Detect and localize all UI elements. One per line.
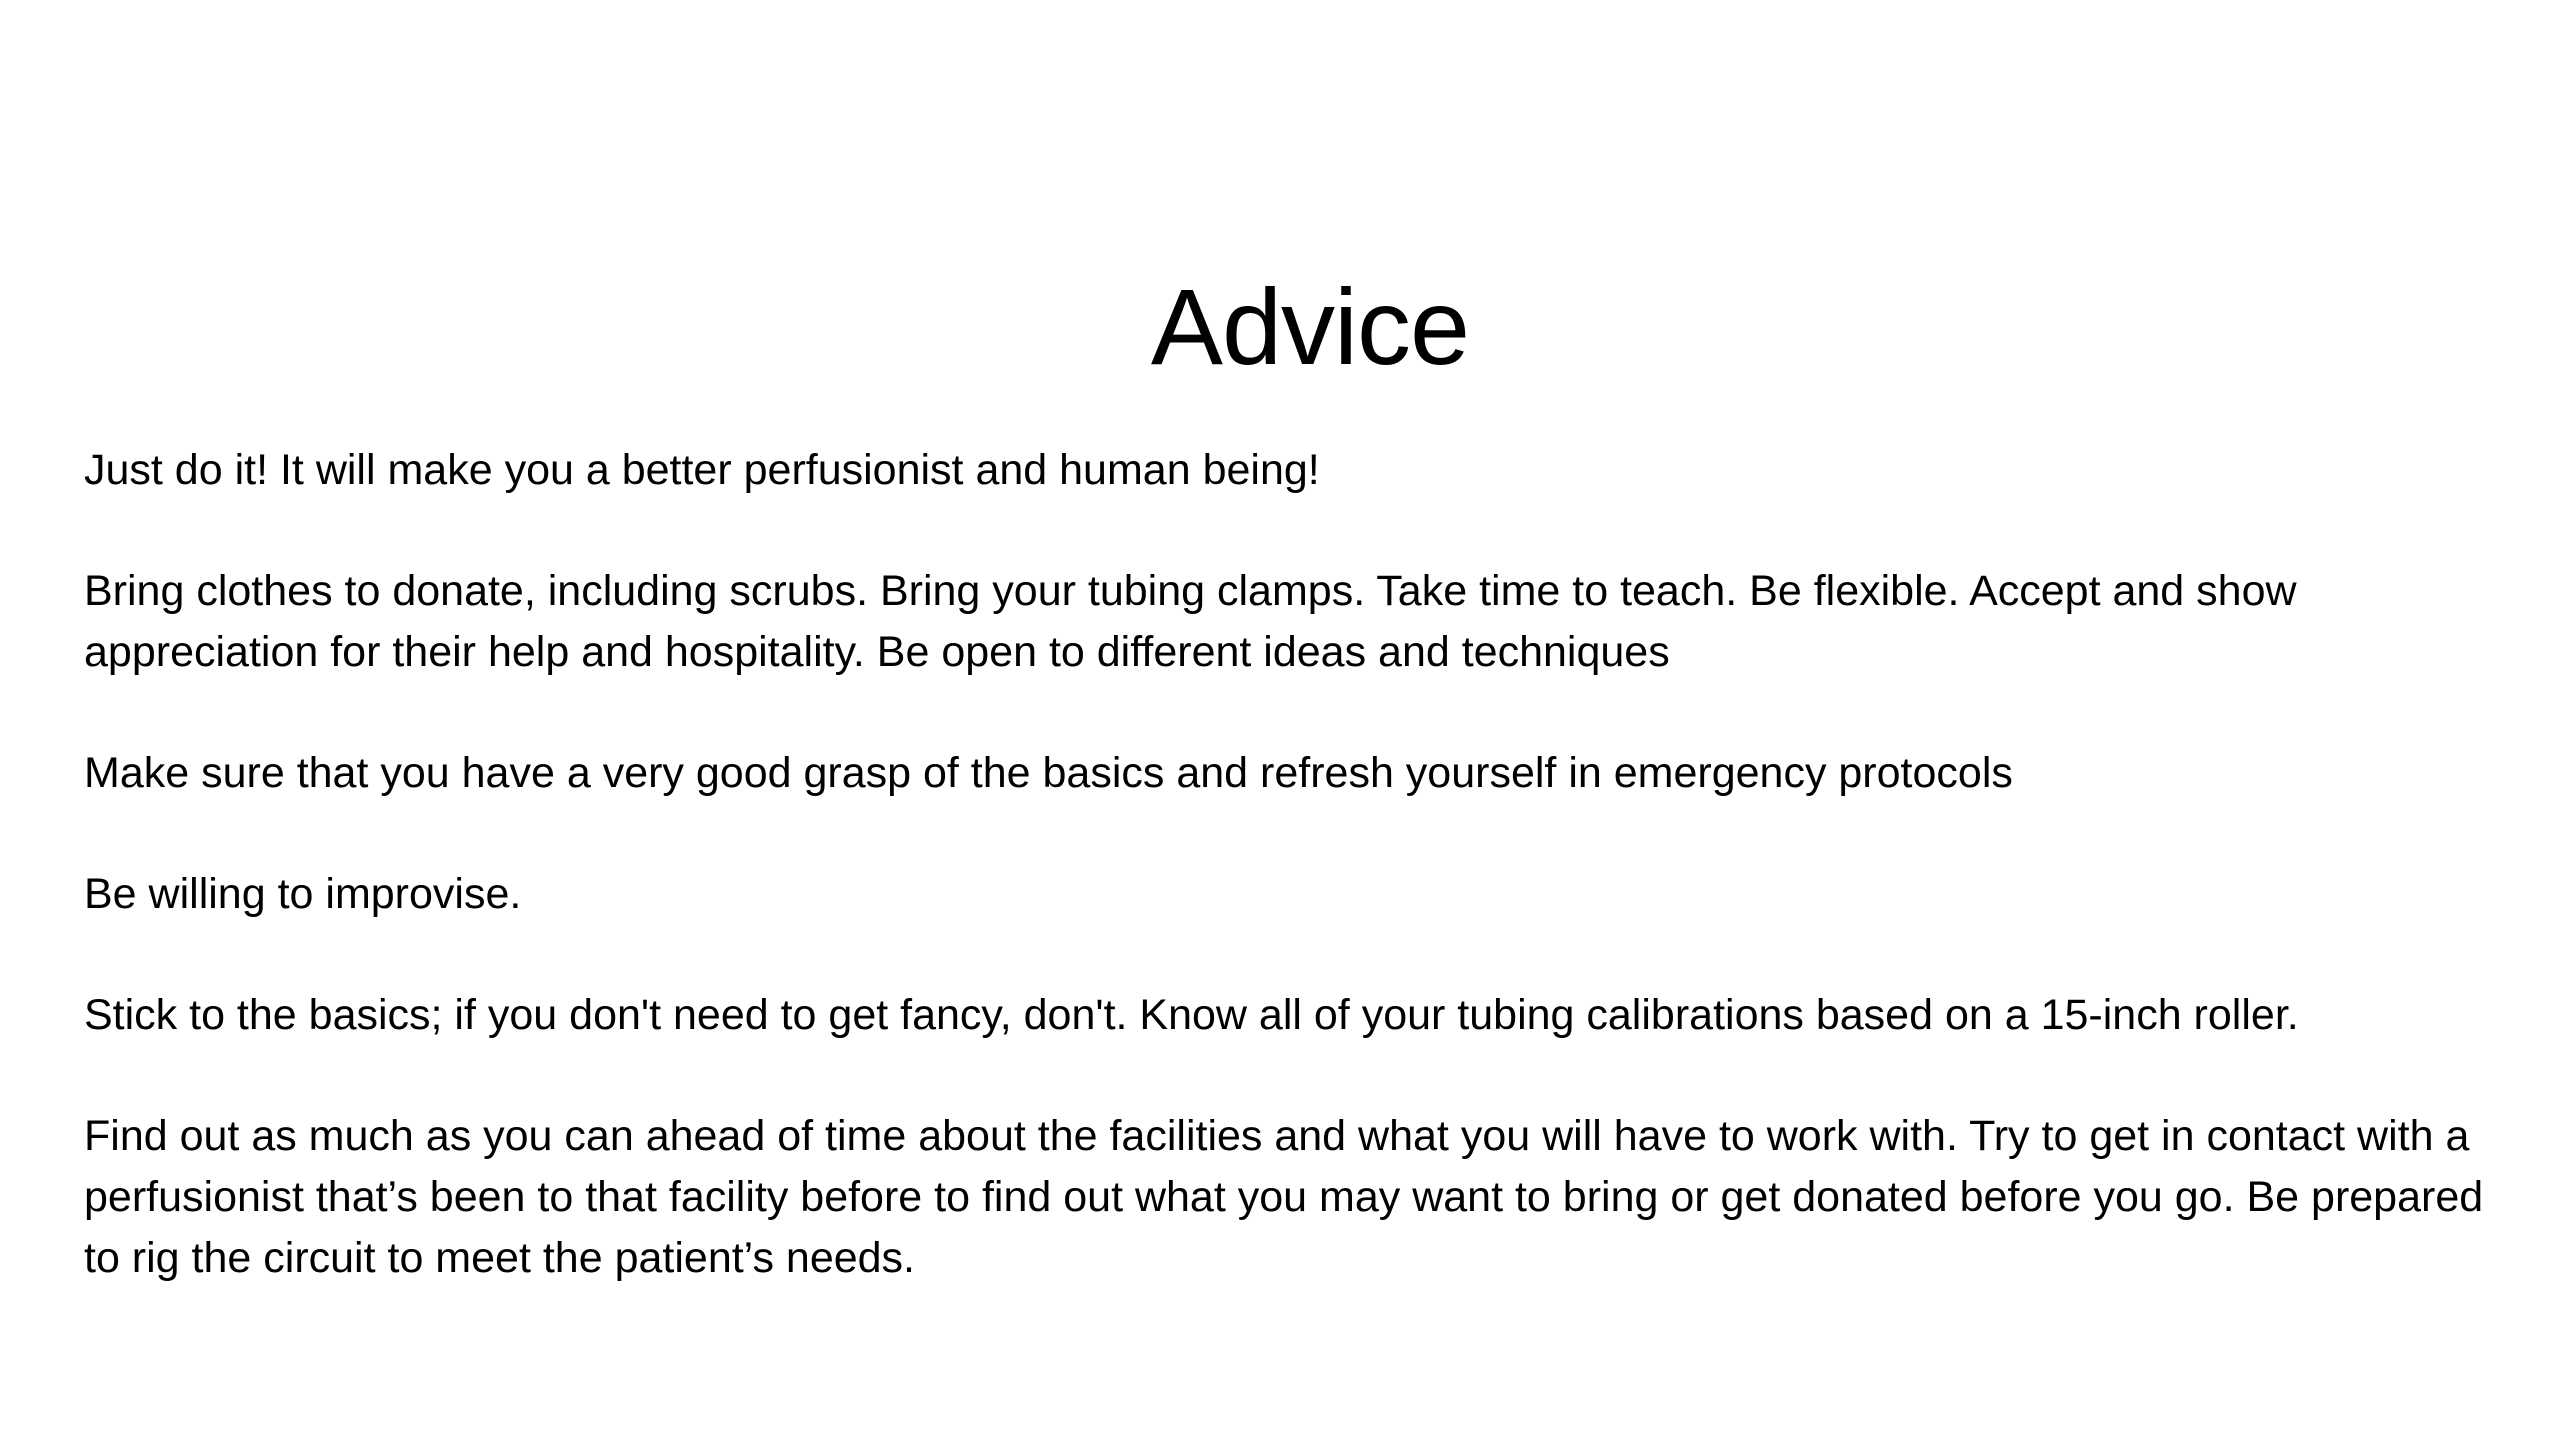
- advice-paragraph-5: Stick to the basics; if you don't need to get fancy, don't. Know all of your tubing calibrations based on a 15-inch roller.: [84, 991, 2299, 1039]
- advice-paragraph-6: Find out as much as you can ahead of time about the facilities and what you will have to work with. Try to get in contact with a perfusionist that’s been to that facility before to find out what you may want to bring or get donated before you go. Be prepared to rig the circuit to meet the patient’s needs.: [84, 1112, 2484, 1282]
- advice-paragraph-4: Be willing to improvise.: [84, 870, 522, 918]
- advice-paragraph-1: Just do it! It will make you a better perfusionist and human being!: [84, 446, 1320, 494]
- slide-body: [84, 440, 2484, 1349]
- advice-paragraph-2: Bring clothes to donate, including scrubs. Bring your tubing clamps. Take time to teach. Be flexible. Accept and show appreciation for their help and hospitality. Be open to different ideas and techniques: [84, 567, 2297, 676]
- slide-title: Advice: [1150, 266, 1470, 387]
- advice-paragraph-3: Make sure that you have a very good grasp of the basics and refresh yourself in emergency protocols: [84, 749, 2013, 797]
